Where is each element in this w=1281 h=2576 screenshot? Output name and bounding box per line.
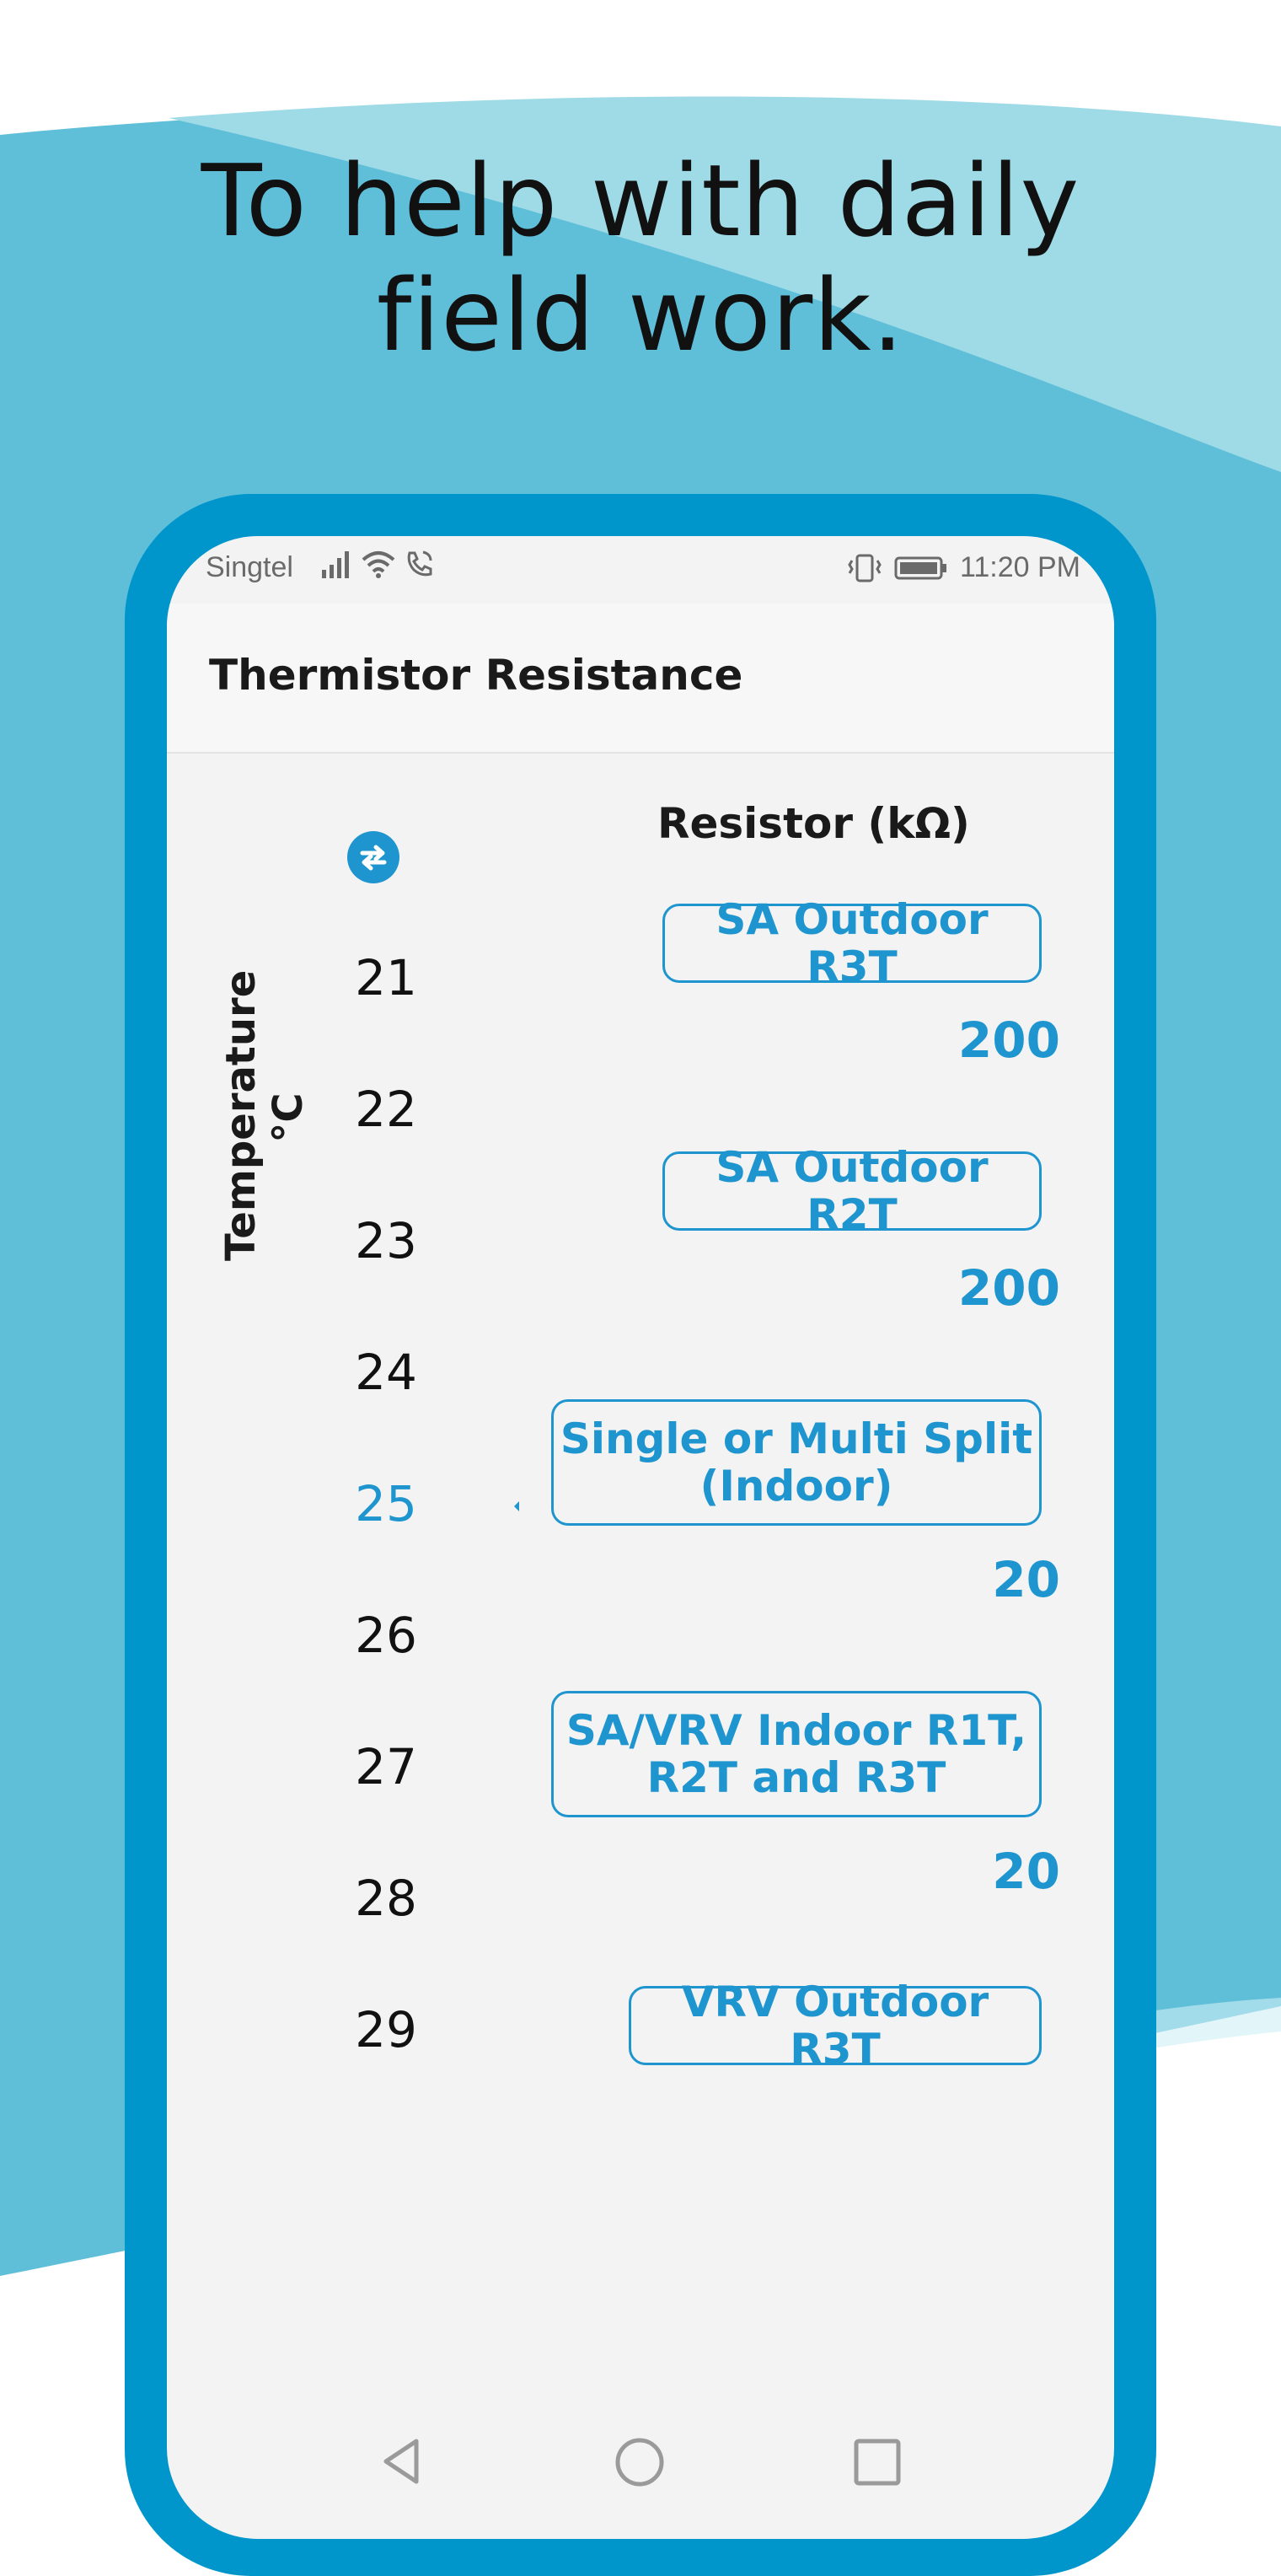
thermistor-label-line-2: R2T and R3T [646, 1753, 946, 1802]
resistor-value: 200 [957, 1012, 1060, 1069]
thermistor-label: SA Outdoor R3T [716, 895, 989, 991]
carrier-name: Singtel [206, 551, 293, 583]
wifi-call-icon [405, 550, 433, 578]
selection-pointer-icon [514, 1501, 519, 1511]
nav-home-icon[interactable] [614, 2436, 666, 2488]
headline-line-2: field work. [376, 257, 905, 373]
headline [0, 143, 1281, 373]
battery-icon [894, 555, 948, 581]
temperature-option[interactable]: 27 [355, 1738, 417, 1795]
temperature-option[interactable]: 28 [355, 1870, 417, 1927]
temperature-axis-label [217, 969, 344, 1261]
resistor-value: 20 [992, 1843, 1060, 1900]
thermistor-button-single-multi-split-indoor[interactable] [551, 1399, 1042, 1526]
phone-screen [167, 536, 1114, 2539]
vibrate-icon [847, 554, 882, 582]
thermistor-label-line-1: SA/VRV Indoor R1T, [565, 1706, 1027, 1755]
nav-back-icon[interactable] [376, 2436, 426, 2487]
wifi-icon [361, 550, 396, 578]
headline-line-1: To help with daily [201, 142, 1080, 259]
thermistor-button-sa-outdoor-r3t[interactable] [662, 895, 1042, 991]
signal-icon [320, 550, 352, 578]
temperature-unit: °C [265, 1092, 312, 1143]
status-time: 11:20 PM [959, 551, 1080, 583]
resistor-value: 200 [957, 1259, 1060, 1317]
temperature-option[interactable]: 21 [355, 949, 417, 1006]
thermistor-label: SA Outdoor R2T [716, 1143, 989, 1239]
navigation-bar [167, 2412, 1114, 2539]
app-bar [167, 604, 1114, 754]
temperature-option[interactable]: 24 [355, 1344, 417, 1401]
temperature-option-selected[interactable]: 25 [355, 1475, 417, 1532]
thermistor-button-vrv-outdoor-r3t[interactable] [629, 1978, 1042, 2074]
temperature-option[interactable]: 29 [355, 2001, 417, 2058]
temperature-option[interactable]: 22 [355, 1081, 417, 1138]
thermistor-button-sa-outdoor-r2t[interactable] [662, 1143, 1042, 1239]
temperature-option[interactable]: 26 [355, 1607, 417, 1664]
status-bar [167, 536, 1114, 604]
resistor-header: Resistor (kΩ) [657, 799, 970, 848]
thermistor-label-line-2: (Indoor) [699, 1462, 893, 1511]
swap-icon [347, 831, 399, 883]
app-bar-title: Thermistor Resistance [209, 651, 743, 700]
temperature-option[interactable]: 23 [355, 1212, 417, 1269]
thermistor-button-sa-vrv-indoor[interactable] [551, 1691, 1042, 1817]
nav-recents-icon[interactable] [853, 2438, 902, 2487]
resistor-value: 20 [992, 1551, 1060, 1608]
swap-button[interactable] [347, 831, 399, 883]
thermistor-label: VRV Outdoor R3T [681, 1978, 989, 2074]
temperature-label: Temperature [217, 969, 265, 1261]
thermistor-label-line-1: Single or Multi Split [560, 1414, 1033, 1463]
